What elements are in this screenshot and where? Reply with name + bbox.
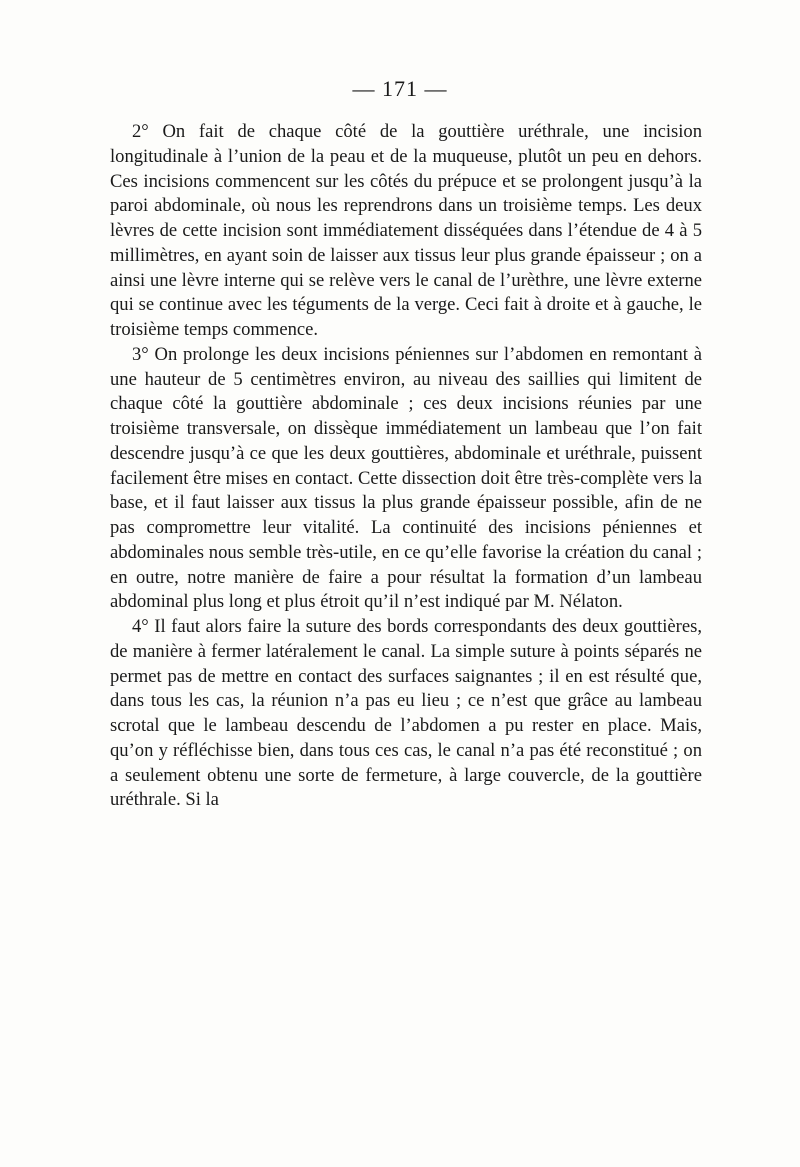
body-text: [110, 120, 702, 813]
paragraph-3: 3° On prolonge les deux incisions péniennes sur l’abdomen en remontant à une hauteur de 5 centimètres environ, au niveau des saillies qui limitent de chaque côté la gouttière abdominale ; ces deux incisions réunies par une troisième transversale, on dissèque immédiatement un lambeau que l’on fait descendre jusqu’à ce que les deux gouttières, abdominale et uréthrale, puissent facilement être mises en contact. Cette dissection doit être très-complète vers la base, et il faut laisser aux tissus la plus grande épaisseur possible, afin de ne pas compromettre leur vitalité. La continuité des incisions péniennes et abdominales nous semble très-utile, en ce qu’elle favorise la création du canal ; en outre, notre manière de faire a pour résultat la formation d’un lambeau abdominal plus long et plus étroit qu’il n’est indiqué par M. Nélaton.: [110, 343, 702, 613]
paragraph-2: 2° On fait de chaque côté de la gouttière uréthrale, une incision longitudinale à l’union de la peau et de la muqueuse, plutôt un peu en dehors. Ces incisions commencent sur les côtés du prépuce et se prolongent jusqu’à la paroi abdominale, où nous les reprendrons dans un troisième temps. Les deux lèvres de cette incision sont immédiatement disséquées dans l’étendue de 4 à 5 millimètres, en ayant soin de laisser aux tissus leur plus grande épaisseur ; on a ainsi une lèvre interne qui se relève vers le canal de l’urèthre, une lèvre externe qui se continue avec les téguments de la verge. Ceci fait à droite et à gauche, le troisième temps commence.: [110, 121, 702, 340]
page-number: — 171 —: [352, 76, 448, 101]
paragraph-4: 4° Il faut alors faire la suture des bords correspondants des deux gouttières, de manière à fermer latéralement le canal. La simple suture à points séparés ne permet pas de mettre en contact des surfaces saignantes ; il en est résulté que, dans tous les cas, la réunion n’a pas eu lieu ; ce n’est que grâce au lambeau scrotal que le lambeau descendu de l’abdomen a pu rester en place. Mais, qu’on y réfléchisse bien, dans tous ces cas, le canal n’a pas été reconstitué ; on a seulement obtenu une sorte de fermeture, à large couvercle, de la gouttière uréthrale. Si la: [110, 616, 702, 811]
